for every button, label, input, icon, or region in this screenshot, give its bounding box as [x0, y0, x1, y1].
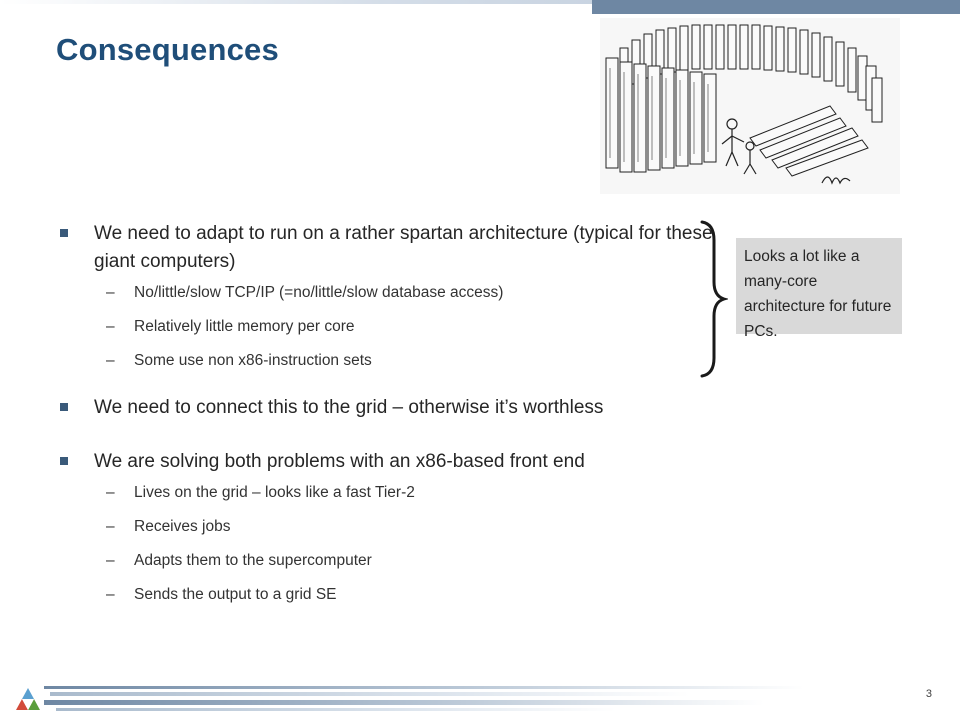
sub-bullet-text: Lives on the grid – looks like a fast Tier-2 [134, 484, 415, 501]
sub-bullet-text: Some use non x86-instruction sets [134, 352, 372, 369]
dash-bullet: – [106, 352, 115, 369]
sub-bullet-item [60, 510, 720, 544]
slide-title: Consequences [56, 32, 279, 67]
bullet-text: We need to connect this to the grid – otherwise it’s worthless [94, 397, 604, 418]
sub-bullet-item [60, 276, 720, 310]
square-bullet-icon [60, 229, 68, 237]
dash-bullet: – [106, 284, 115, 301]
sub-bullet-item [60, 310, 720, 344]
square-bullet-icon [60, 403, 68, 411]
dash-bullet: – [106, 552, 115, 569]
bullet-item [60, 448, 720, 476]
bullet-text: We need to adapt to run on a rather spartan architecture (typical for these giant computers) [94, 223, 713, 272]
callout-box: Looks a lot like a many-core architecture for future PCs. [736, 238, 902, 334]
footer-decoration [0, 680, 960, 720]
sub-bullet-item [60, 344, 720, 378]
dash-bullet: – [106, 318, 115, 335]
dash-bullet: – [106, 518, 115, 535]
sub-bullet-item [60, 476, 720, 510]
domino-cartoon-image [600, 18, 900, 194]
bullet-list [60, 220, 720, 612]
page-number: 3 [925, 688, 932, 700]
dash-bullet: – [106, 484, 115, 501]
sub-bullet-text: Sends the output to a grid SE [134, 586, 337, 603]
curly-brace-icon [698, 220, 728, 378]
top-accent-bar [592, 0, 960, 14]
triangle-logo-icon [14, 686, 42, 712]
sub-bullet-item [60, 578, 720, 612]
bullet-text: We are solving both problems with an x86-based front end [94, 451, 585, 472]
sub-bullet-text: Adapts them to the supercomputer [134, 552, 372, 569]
sub-bullet-text: Receives jobs [134, 518, 231, 535]
dash-bullet: – [106, 586, 115, 603]
sub-bullet-text: Relatively little memory per core [134, 318, 355, 335]
sub-bullet-text: No/little/slow TCP/IP (=no/little/slow database access) [134, 284, 504, 301]
bullet-item [60, 394, 720, 422]
square-bullet-icon [60, 457, 68, 465]
sub-bullet-item [60, 544, 720, 578]
bullet-item [60, 220, 720, 276]
